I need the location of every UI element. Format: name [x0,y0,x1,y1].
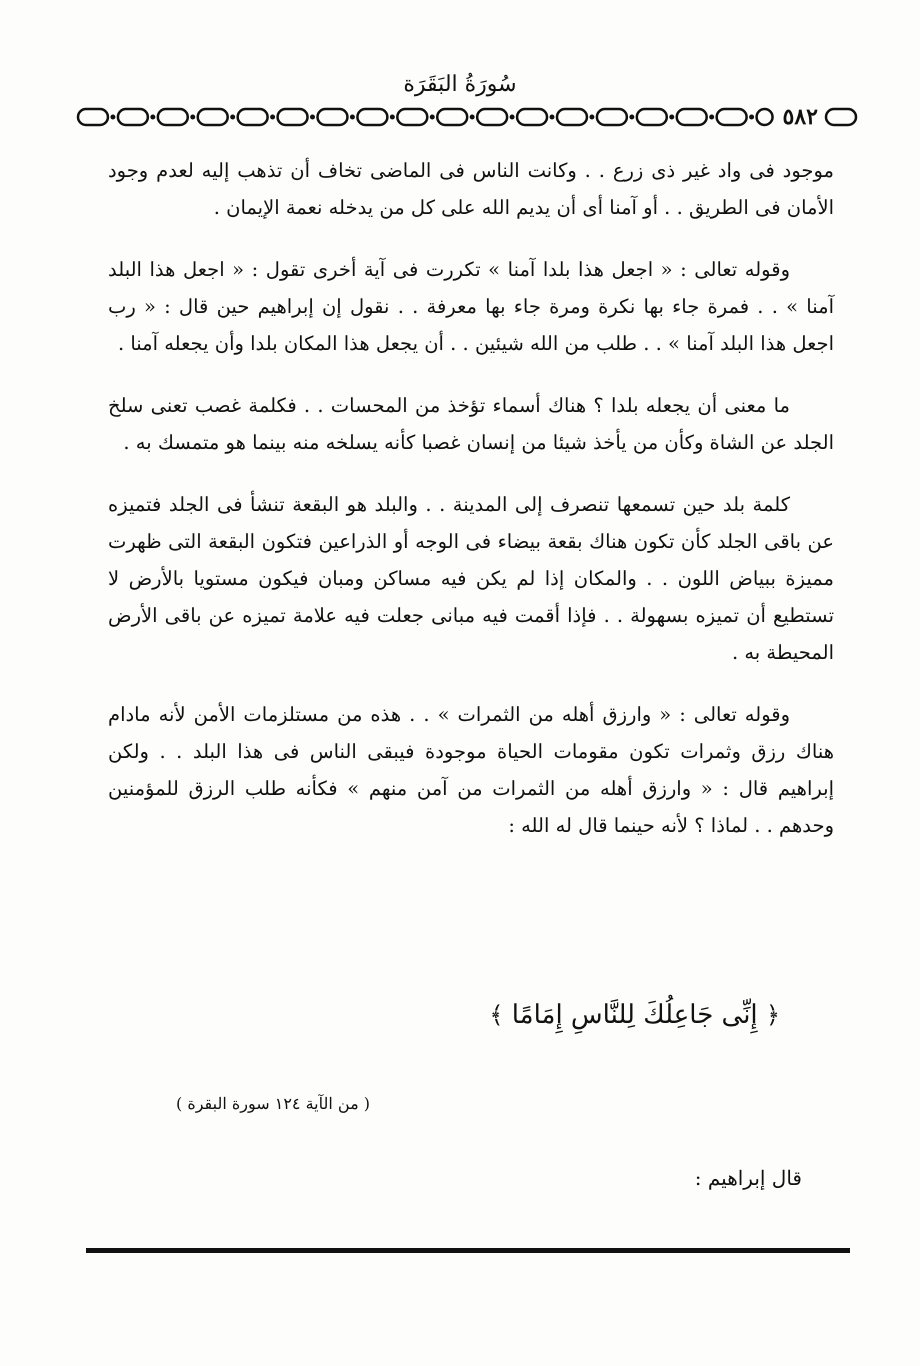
paragraph: موجود فى واد غير ذى زرع . . وكانت الناس فى الماضى تخاف أن تذهب إليه لعدم وجود الأمان فى الطريق . . أو آمنا أى أن يديم الله على كل من يدخله نعمة الإيمان . [108,159,834,219]
paragraph: وقوله تعالى : « وارزق أهله من الثمرات » . . هذه من مستلزمات الأمن لأنه مادام هناك رزق وثمرات تكون مقومات الحياة موجودة فيبقى الناس فى هذا البلد . . ولكن إبراهيم قال : « وارزق أهله من الثمرات من آمن منهم » فكأنه طلب الرزق للمؤمنين وحدهم . . لماذا ؟ لأنه حينما قال له الله : [108,703,834,837]
bottom-rule [86,1248,850,1253]
page-number: ٥٨٢ [782,104,818,130]
trailing-line: قال إبراهيم : [694,1166,802,1190]
chain-end-ornament [824,104,858,130]
verse-open-bracket: ﴿ [765,1001,780,1029]
verse-close-bracket: ﴾ [489,1001,504,1029]
header-rule [76,104,858,130]
quran-verse [489,1000,780,1030]
verse-text: إِنِّى جَاعِلُكَ لِلنَّاسِ إِمَامًا [511,1000,758,1030]
paragraph: كلمة بلد حين تسمعها تنصرف إلى المدينة . . والبلد هو البقعة تنشأ فى الجلد فتميزه عن باقى الجلد كأن تكون هناك بقعة بيضاء فى الوجه أو الذراعين فتكون البقعة التى ظهرت مميزة ببياض اللون . . والمكان إذا لم يكن فيه مساكن ومبان فيكون مستويا بالأرض لا تستطيع أن تميزه بسهولة . . فإذا أقمت فيه مبانى جعلت فيه علامة تميزه عن باقى الأرض المحيطة به . [108,493,834,664]
paragraph: ما معنى أن يجعله بلدا ؟ هناك أسماء تؤخذ من المحسات . . فكلمة غصب تعنى سلخ الجلد عن الشاة وكأن من يأخذ شيئا من إنسان غصبا كأنه يسلخه منه بينما هو متمسك به . [108,394,834,454]
chain-ornament [76,104,775,130]
verse-source-reference: ( من الآية ١٢٤ سورة البقرة ) [176,1094,370,1113]
paragraph: وقوله تعالى : « اجعل هذا بلدا آمنا » تكررت فى آية أخرى تقول : « اجعل هذا البلد آمنا » . . فمرة جاء بها نكرة ومرة جاء بها معرفة . . نقول إن إبراهيم حين قال : « رب اجعل هذا البلد آمنا » . . طلب من الله شيئين . . أن يجعل هذا المكان بلدا وأن يجعله آمنا . [108,258,834,355]
body-text [108,152,834,869]
surah-title: سُورَةُ البَقَرَة [403,72,517,97]
